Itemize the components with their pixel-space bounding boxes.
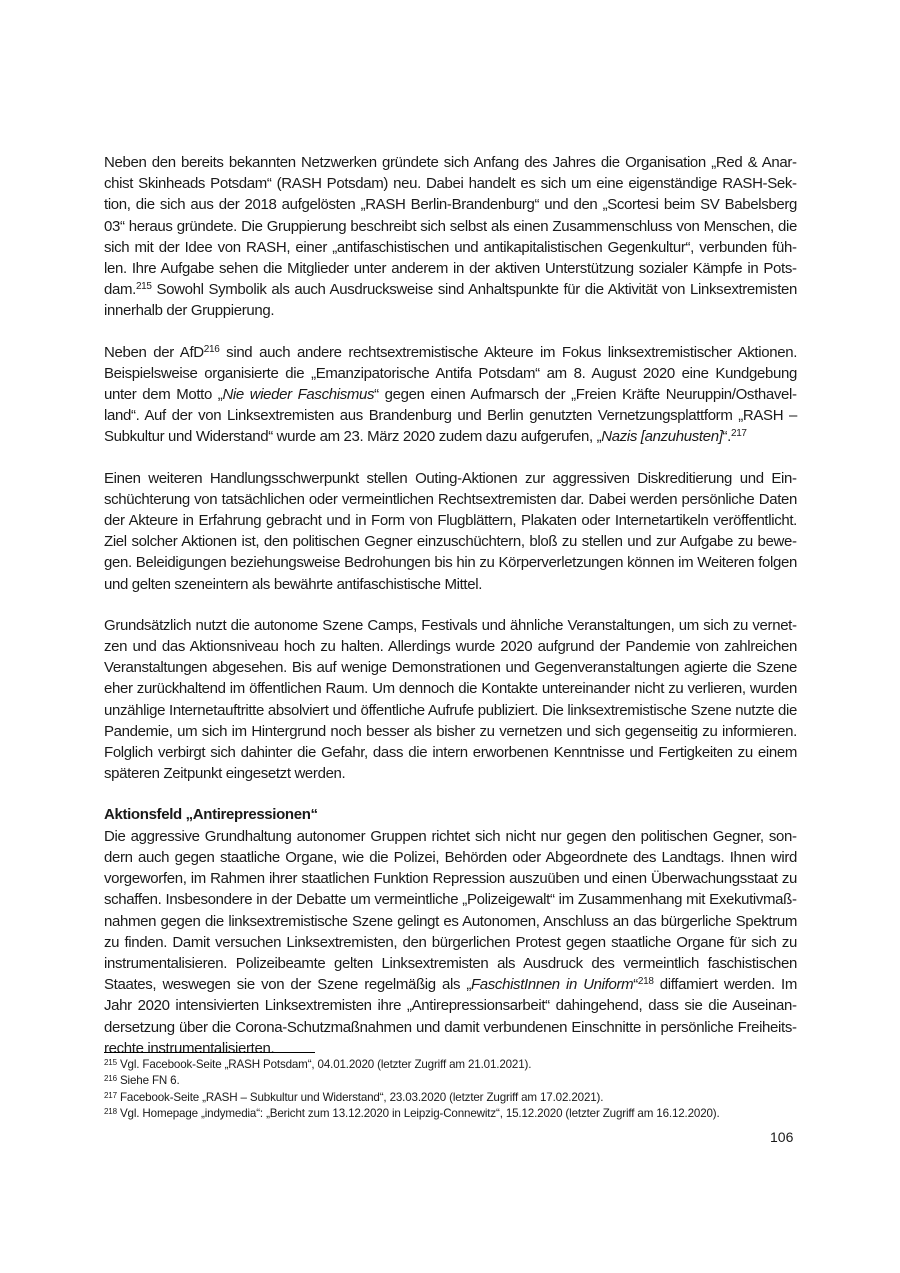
footnote-number: 215 <box>104 1058 117 1067</box>
quoted-term: FaschistInnen in Uniform <box>470 976 634 994</box>
section-heading: Aktionsfeld „Antirepressionen“ <box>104 806 318 824</box>
paragraph-text: Neben der AfD <box>104 343 204 361</box>
paragraph-antirepression <box>104 826 797 1059</box>
footnote-divider <box>104 1052 315 1053</box>
paragraph-text: “ <box>633 976 638 994</box>
footnote-ref-218[interactable]: 218 <box>637 976 654 988</box>
paragraph-text: “. <box>722 428 731 446</box>
footnote-216 <box>104 1073 797 1089</box>
footnote-ref-216[interactable]: 216 <box>203 343 220 355</box>
quoted-call: Nazis [anzuhusten] <box>601 428 723 446</box>
footnote-text: Vgl. Facebook-Seite „RASH Potsdam“, 04.01.2020 (letzter Zugriff am 21.01.2021). <box>116 1058 532 1071</box>
paragraph-text: diffamiert werden. Im Jahr 2020 intensivierten Linksextremisten ihre „Antirepressionsarbeit“ dahingehend, dass sie die Auseinandersetzung über die Corona-Schutzmaßnahmen und damit verbundenen Einschnitte in persönliche Freiheitsrechte instrumentalisierten. <box>104 976 797 1057</box>
footnote-ref-215[interactable]: 215 <box>135 281 152 293</box>
page-number: 106 <box>770 1129 794 1145</box>
footnote-number: 218 <box>104 1106 117 1116</box>
footnote-number: 217 <box>104 1090 117 1100</box>
page-body <box>104 152 797 1059</box>
footnote-text: Vgl. Homepage „indymedia“: „Bericht zum 13.12.2020 in Leipzig-Connewitz“, 15.12.2020 (letzter Zugriff am 16.12.2020). <box>116 1106 720 1120</box>
paragraph-text: Neben den bereits bekannten Netzwerken gründete sich Anfang des Jahres die Organisation „Red & Anarchist Skinheads Potsdam“ (RASH Potsdam) neu. Dabei handelt es sich um eine eigenständige RASH-Sektion, die sich aus der 2018 aufgelösten „RASH Berlin-Brandenburg“ und den „Scortesi beim SV Babelsberg 03“ heraus gründete. Die Gruppierung beschreibt sich selbst als einen Zusammenschluss von Menschen, die sich mit der Idee von RASH, einer „antifaschistischen und antikapitalistischen Gegenkultur“, verbunden fühlen. Ihre Aufgabe sehen die Mitglieder unter anderem in der aktiven Unterstützung sozialer Kämpfe in Potsdam. <box>104 154 797 299</box>
footnote-text: Siehe FN 6. <box>116 1074 180 1088</box>
footnote-ref-217[interactable]: 217 <box>730 428 747 440</box>
paragraph-outing-actions: Einen weiteren Handlungsschwerpunkt stellen Outing-Aktionen zur aggressiven Diskreditierung und Einschüchterung von tatsächlichen oder vermeintlichen Rechtsextremisten dar. Dabei werden persönliche Daten der Akteure in Erfahrung gebracht und in Form von Flugblättern, Plakaten oder Internetartikeln veröffentlicht. Ziel solcher Aktionen ist, den politischen Gegner einzuschüchtern, bloß zu stellen und zur Aufgabe zu bewegen. Beleidigungen beziehungsweise Bedrohungen bis hin zu Körperverletzungen können im Weiteren folgen und gelten szeneintern als bewährte antifaschistische Mittel. <box>104 469 797 593</box>
paragraph-text: “ gegen einen Aufmarsch der „Freien Kräfte Neuruppin/Osthavelland“. Auf der von Linksextremisten aus Brandenburg und Berlin genutzten Vernetzungsplattform „RASH – Subkultur und Widerstand“ wurde am 23. März 2020 zudem dazu aufgerufen, „ <box>104 386 798 446</box>
paragraph-text: sind auch andere rechtsextremistische Akteure im Fokus linksextremistischer Aktionen. Beispielsweise organisierte die „Emanzipatorische Antifa Potsdam“ am 8. August 2020 eine Kundgebung unter dem Motto „ <box>104 343 798 404</box>
footnote-218 <box>104 1106 797 1122</box>
footnotes <box>104 1057 797 1122</box>
footnote-number: 216 <box>104 1074 117 1084</box>
quoted-motto: Nie wieder Faschismus <box>222 386 375 404</box>
paragraph-afd-actions <box>104 342 797 448</box>
footnote-215 <box>104 1057 797 1073</box>
paragraph-rash-potsdam <box>104 152 797 322</box>
paragraph-text: Die aggressive Grundhaltung autonomer Gruppen richtet sich nicht nur gegen den politischen Gegner, sondern auch gegen staatliche Organe, wie die Polizei, Behörden oder Abgeordnete des Landtags. Ihnen wird vorgeworfen, im Rahmen ihrer staatlichen Funktion Repression auszuüben und einen Überwachungsstaat zu schaffen. Insbesondere in der Debatte um vermeintliche „Polizeigewalt“ im Zusammenhang mit Exekutivmaßnahmen gegen die linksextremistische Szene gelingt es Autonomen, Anschluss an das bürgerliche Spektrum zu finden. Damit versuchen Linksextremisten, den bürgerlichen Protest gegen staatliche Organe für sich zu instrumentalisieren. Polizeibeamte gelten Linksextremisten als Ausdruck des vermeintlich faschistischen Staates, weswegen sie von der Szene regelmäßig als „ <box>104 827 797 994</box>
footnote-text: Facebook-Seite „RASH – Subkultur und Widerstand“, 23.03.2020 (letzter Zugriff am 17.02.2021). <box>116 1090 604 1104</box>
paragraph-text: Sowohl Symbolik als auch Ausdrucksweise sind Anhaltspunkte für die Aktivität von Linksextremisten innerhalb der Gruppierung. <box>104 281 797 320</box>
footnote-217 <box>104 1090 797 1106</box>
paragraph-autonomous-scene: Grundsätzlich nutzt die autonome Szene Camps, Festivals und ähnliche Veranstaltungen, um sich zu vernetzen und das Aktionsniveau hoch zu halten. Allerdings wurde 2020 aufgrund der Pandemie von zahlreichen Veranstaltungen abgesehen. Bis auf wenige Demonstrationen und Gegenveranstaltungen agierte die Szene eher zurückhaltend im öffentlichen Raum. Um dennoch die Kontakte untereinander nicht zu verlieren, wurden unzählige Internetauftritte absolviert und öffentliche Aufrufe publiziert. Die linksextremistische Szene nutzte die Pandemie, um sich im Hintergrund noch besser als bisher zu vernetzen und sich gegenseitig zu informieren. Folglich verbirgt sich dahinter die Gefahr, dass die intern erworbenen Kenntnisse und Fertigkeiten zu einem späteren Zeitpunkt eingesetzt werden. <box>104 616 797 783</box>
